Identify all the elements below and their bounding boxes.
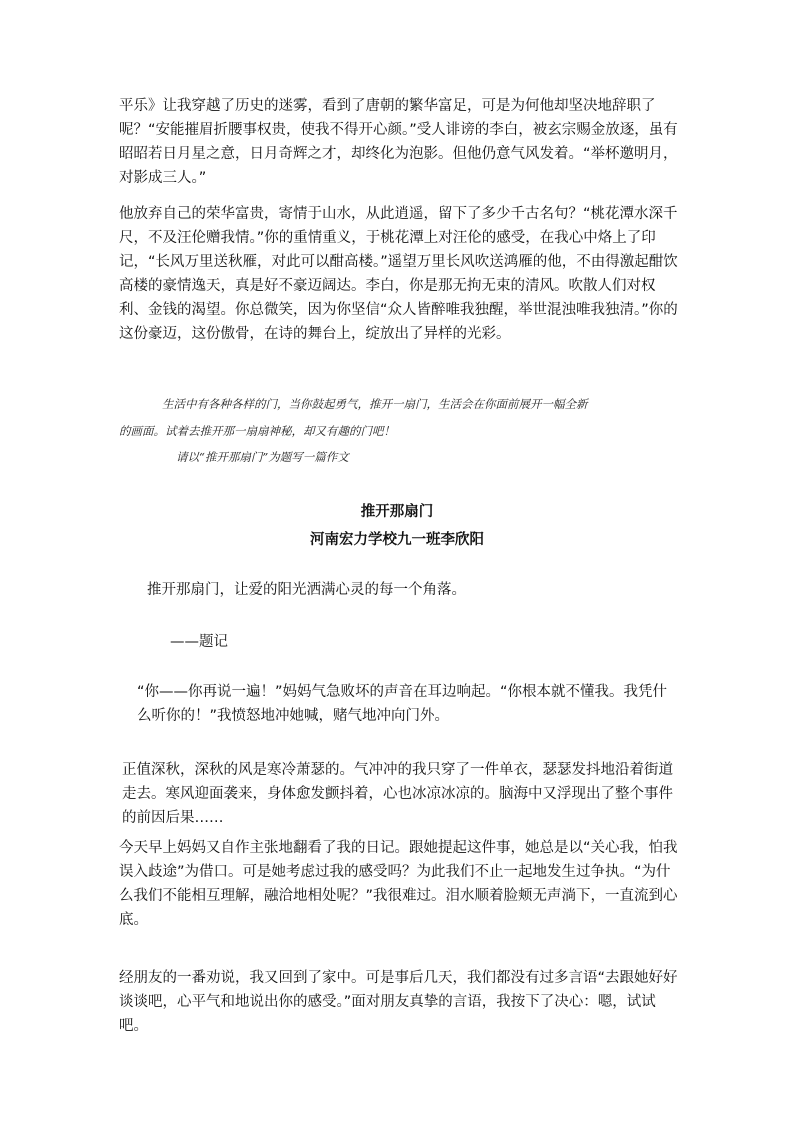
passage-paragraph-1: 平乐》让我穿越了历史的迷雾，看到了唐朝的繁华富足，可是为何他却坚决地辞职了呢？“安能摧眉折腰事权贵，使我不得开心颜。”受人诽谤的李白，被玄宗赐金放逐，虽有昭昭若日月星之意，日月奇辉之才，却终化为泡影。但他仍意气风发着。“举杯邀明月，对影成三人。” <box>119 98 678 186</box>
epigraph: 推开那扇门，让爱的阳光洒满心灵的每一个角落。 <box>147 582 466 598</box>
essay-author: 河南宏力学校九一班李欣阳 <box>310 532 484 548</box>
prompt-line-3: 请以“推开那扇门”为题写一篇作文 <box>176 450 349 464</box>
epigraph-label: ——题记 <box>170 634 228 650</box>
essay-paragraph-2: 正值深秋，深秋的风是寒冷萧瑟的。气冲冲的我只穿了一件单衣，瑟瑟发抖地沿着街道走去。寒风迎面袭来，身体愈发颤抖着，心也冰凉冰凉的。脑海中又浮现出了整个事件的前因后果…… <box>122 762 673 826</box>
essay-paragraph-3: 今天早上妈妈又自作主张地翻看了我的日记。跟她提起这件事，她总是以“关心我，怕我误入歧途”为借口。可是她考虑过我的感受吗？为此我们不止一起地发生过争执。“为什么我们不能相互理解，融洽地相处呢？”我很难过。泪水顺着脸颊无声淌下，一直流到心底。 <box>119 840 678 928</box>
essay-title: 推开那扇门 <box>360 504 434 520</box>
essay-paragraph-4: 经朋友的一番劝说，我又回到了家中。可是事后几天，我们都没有过多言语“去跟她好好谈谈吧，心平气和地说出你的感受。”面对朋友真挚的言语，我按下了决心：嗯，试试吧。 <box>119 970 678 1034</box>
essay-paragraph-1: “你——你再说一遍！”妈妈气急败坏的声音在耳边响起。“你根本就不懂我。我凭什么听你的！”我愤怒地冲她喊，赌气地冲向门外。 <box>137 684 668 724</box>
prompt-line-1: 生活中有各种各样的门，当你鼓起勇气，推开一扇门，生活会在你面前展开一幅全新 <box>162 397 588 411</box>
passage-paragraph-2: 他放弃自己的荣华富贵，寄情于山水，从此逍遥，留下了多少千古名句？“桃花潭水深千尺，不及汪伦赠我情。”你的重情重义，于桃花潭上对汪伦的感受，在我心中烙上了印记，“长风万里送秋雁，对此可以酣高楼。”遥望万里长风吹送鸿雁的他，不由得激起酣饮高楼的豪情逸天，真是好不豪迈阔达。李白，你是那无拘无束的清风。吹散人们对权利、金钱的渴望。你总微笑，因为你坚信“众人皆醉唯我独醒，举世混浊唯我独清。”你的这份豪迈，这份傲骨，在诗的舞台上，绽放出了异样的光彩。 <box>119 206 678 342</box>
prompt-line-2: 的画面。试着去推开那一扇扇神秘，却又有趣的门吧！ <box>119 424 395 438</box>
